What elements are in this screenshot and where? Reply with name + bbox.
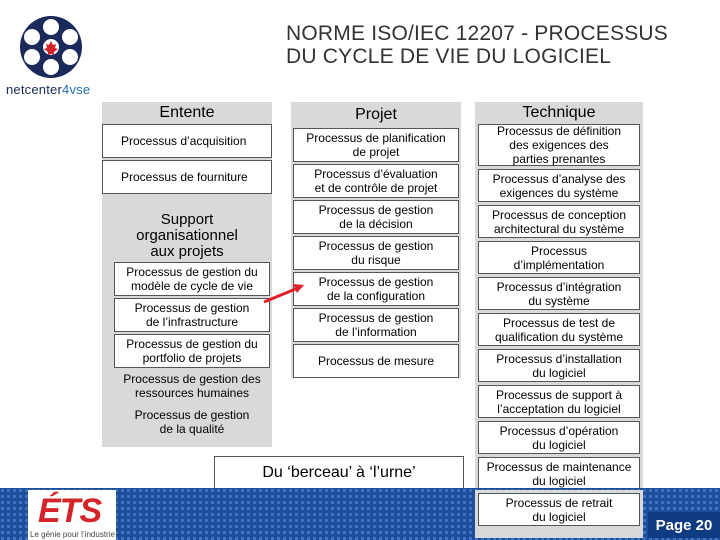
technique-item: Processus de support à l’acceptation du logiciel <box>478 385 640 418</box>
netcenter-logo <box>18 14 108 80</box>
logo-wordmark: netcenter4vse <box>6 82 91 97</box>
technique-item: Processus d’installation du logiciel <box>478 349 640 382</box>
entente-item: Processus de fourniture <box>102 160 272 194</box>
support-item: Processus de gestion du portfolio de projets <box>114 334 270 368</box>
entente-header: Entente <box>159 104 215 121</box>
technique-item: Processus de retrait du logiciel <box>478 493 640 526</box>
technique-item: Processus de conception architectural du système <box>478 205 640 238</box>
ets-logo <box>28 490 116 540</box>
arrow-icon <box>260 278 310 306</box>
projet-item: Processus de mesure <box>293 344 459 378</box>
technique-item: Processus d’opération du logiciel <box>478 421 640 454</box>
support-item: Processus de gestion de la qualité <box>134 408 250 436</box>
film-reel-icon <box>18 14 84 80</box>
projet-item: Processus de gestion de la décision <box>293 200 459 234</box>
title-line-2: DU CYCLE DE VIE DU LOGICIEL <box>286 45 612 68</box>
support-title: Support organisationnel aux projets <box>136 211 238 260</box>
technique-item: Processus de maintenance du logiciel <box>478 457 640 490</box>
title-line-1: NORME ISO/IEC 12207 - PROCESSUS <box>286 22 668 45</box>
technique-header: Technique <box>522 104 596 121</box>
page-number: Page 20 <box>648 512 720 538</box>
technique-item: Processus de test de qualification du système <box>478 313 640 346</box>
support-item: Processus de gestion des ressources humaines <box>123 372 261 400</box>
support-item: Processus de gestion du modèle de cycle de vie <box>114 262 270 296</box>
technique-item: Processus d’implémentation <box>478 241 640 274</box>
technique-item: Processus d’intégration du système <box>478 277 640 310</box>
technique-item: Processus de définition des exigences des parties prenantes <box>478 124 640 166</box>
ets-wordmark: ÉTS <box>38 492 102 530</box>
projet-item: Processus de gestion de la configuration <box>293 272 459 306</box>
motto-box: Du ‘berceau’ à ‘l’urne’ <box>214 456 464 490</box>
projet-item: Processus de planification de projet <box>293 128 459 162</box>
projet-item: Processus de gestion de l’information <box>293 308 459 342</box>
technique-item: Processus d’analyse des exigences du système <box>478 169 640 202</box>
projet-item: Processus d’évaluation et de contrôle de projet <box>293 164 459 198</box>
ets-tagline: Le génie pour l’industrie <box>30 530 115 539</box>
projet-header: Projet <box>355 106 397 123</box>
entente-item: Processus d’acquisition <box>102 124 272 158</box>
page-title <box>286 22 716 68</box>
projet-item: Processus de gestion du risque <box>293 236 459 270</box>
support-item: Processus de gestion de l’infrastructure <box>114 298 270 332</box>
